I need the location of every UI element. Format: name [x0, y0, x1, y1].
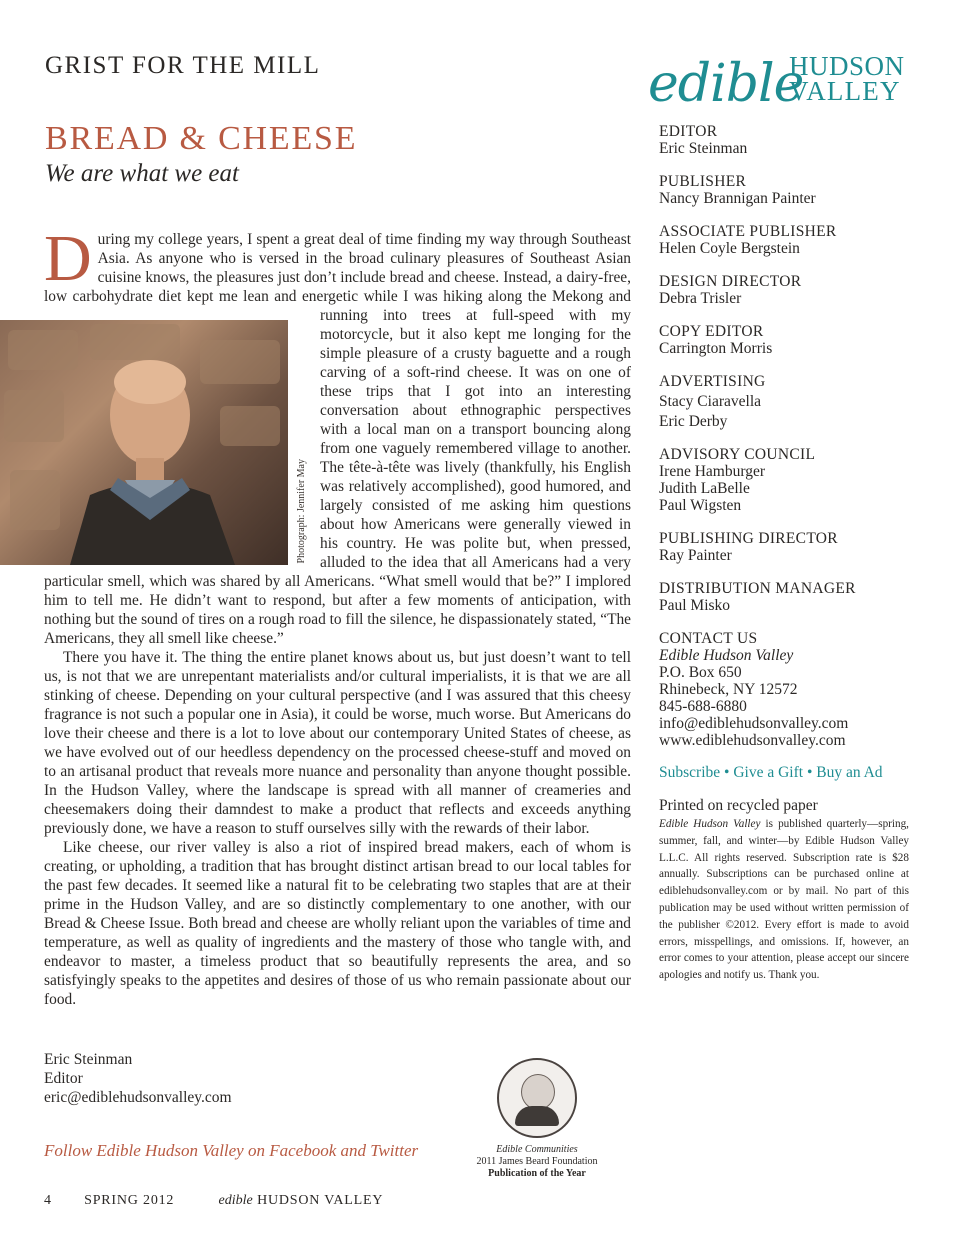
issue-season: SPRING 2012	[84, 1193, 175, 1208]
publication-fine-print	[659, 816, 909, 984]
portrait-illustration	[0, 320, 288, 565]
photo-credit: Photograph: Jennifer May	[296, 458, 307, 563]
council-name-1: Irene Hamburger	[659, 463, 766, 480]
distribution-manager-name: Paul Misko	[659, 597, 731, 614]
fine-print-body: is published quarterly—spring, summer, fall, and winter—by Edible Hudson Valley L.L.C. All rights reserved. Subscription rate is $28 annually. Subscriptions can be purchased online at ediblehudsonvalley.com or by mail. No part of this publication may be used without written permission of the publisher ©2012. Every effort is made to avoid errors, misspellings, and omissions. If, however, an error comes to your attention, please accept our sincere apologies and notify us. Thank you.	[659, 818, 909, 982]
subscribe-link[interactable]: Subscribe	[659, 764, 721, 781]
link-separator-1: •	[720, 764, 734, 781]
editor-name: Eric Steinman	[659, 140, 748, 157]
paragraph-1	[44, 222, 631, 648]
photo-block	[0, 320, 308, 565]
council-name-3: Paul Wigsten	[659, 497, 742, 514]
footer-brand-script: edible	[218, 1193, 253, 1208]
article-title: BREAD & CHEESE	[45, 120, 358, 157]
james-beard-seal-icon	[497, 1058, 577, 1138]
paragraph-2: There you have it. The thing the entire planet knows about us, but just doesn’t want to tell us, is not that we are unrepentant materialists and/or cultural imperialists, it is that we are all stinking of cheese. Depending on your cultural perspective (and I was assured that this cheesy fragrance is not such a popular one in Asia), it could be worse, much worse. But Americans do love their cheese and there is a lot to love about our contemporary United States of cheese, as we have evolved out of our heedless dependency on the processed cheese-stuff and moved on to an artisanal product that reveals more nuance and personality than anyone thought possible. In the Hudson Valley, where the landscape is spread with all manner of creameries and cheesemakers doing their damndest to make a product that reflects and exceeds anything previously done, we have a reason to stuff ourselves silly with the rewards of their labor.	[44, 649, 631, 837]
masthead	[659, 123, 909, 984]
article-subtitle: We are what we eat	[45, 160, 239, 187]
article-body	[44, 222, 631, 1009]
contact-label: CONTACT US	[659, 630, 758, 647]
paragraph-1-lead: uring my college years, I spent a great deal of time finding my way through Southeast Asia. As anyone who is versed in the broad culinary pleasures of Southeast Asian cuisine knows, the pleasures just don’t include bread and cheese. Instead, a dairy-free, low carbohydrate diet kept me lean and energetic while I was hiking along the Mekong and running	[44, 231, 631, 324]
signature-email[interactable]: eric@ediblehudsonvalley.com	[44, 1089, 232, 1106]
paragraph-1-rest: into trees at full-speed with my motorcycle, but it also kept me longing for the simple pleasure of a crusty baguette and a rough carving of a soft-rind cheese. It was on one of these trips that I got into an interesting conversation about ethnographic perspectives with a local man on a transport bouncing along from one vaguely remembered village to another. The tête-à-tête was lively (thankfully, his English was relatively accomplished), good humored, and largely consisted of me asking him questions about how Americans were generally viewed in his country. He was polite but, when pressed, alluded to the idea that all Americans had a very particular smell, which was shared by all Americans. “What smell would that be?” I implored him to tell me. He didn’t want to respond, but after a few moments of anticipation, with nothing but the sound of tires on a rough road to fill the silence, he dispassionately stated, “The Americans, they all smell like cheese.”	[44, 307, 631, 647]
advertising-name-1: Stacy Ciaravella	[659, 393, 761, 410]
contact-city: Rhinebeck, NY 12572	[659, 681, 798, 698]
signature-name: Eric Steinman	[44, 1051, 133, 1068]
design-director-label: DESIGN DIRECTOR	[659, 273, 802, 290]
copy-editor-name: Carrington Morris	[659, 340, 773, 357]
publishing-director-name: Ray Painter	[659, 547, 732, 564]
logo-line-2: VALLEY	[789, 76, 901, 106]
associate-publisher-name: Helen Coyle Bergstein	[659, 240, 800, 257]
award-line-1: Edible Communities	[496, 1144, 578, 1155]
fine-print-title: Edible Hudson Valley	[659, 818, 761, 830]
advertising-label: ADVERTISING	[659, 373, 766, 390]
award-line-3: Publication of the Year	[488, 1168, 586, 1179]
contact-email[interactable]: info@ediblehudsonvalley.com	[659, 715, 849, 732]
editor-photo	[0, 320, 288, 565]
distribution-manager-label: DISTRIBUTION MANAGER	[659, 580, 856, 597]
page-footer	[44, 1193, 383, 1209]
logo-line-1: HUDSON	[789, 51, 905, 81]
advisory-council-label: ADVISORY COUNCIL	[659, 446, 816, 463]
editor-label: EDITOR	[659, 123, 718, 140]
associate-publisher-label: ASSOCIATE PUBLISHER	[659, 223, 837, 240]
edible-hudson-valley-logo	[648, 52, 906, 112]
logo-script: edible	[648, 54, 804, 114]
advertising-name-2: Eric Derby	[659, 413, 728, 430]
drop-cap: D	[44, 222, 92, 295]
link-separator-2: •	[803, 764, 817, 781]
social-follow-line[interactable]: Follow Edible Hudson Valley on Facebook and Twitter	[44, 1141, 419, 1160]
publisher-name: Nancy Brannigan Painter	[659, 190, 816, 207]
printed-note: Printed on recycled paper	[659, 797, 818, 814]
buy-ad-link[interactable]: Buy an Ad	[816, 764, 883, 781]
contact-publication: Edible Hudson Valley	[659, 647, 794, 664]
contact-website[interactable]: www.ediblehudsonvalley.com	[659, 732, 846, 749]
give-gift-link[interactable]: Give a Gift	[733, 764, 804, 781]
award-line-2: 2011 James Beard Foundation	[476, 1156, 598, 1167]
footer-brand: HUDSON VALLEY	[257, 1193, 384, 1208]
copy-editor-label: COPY EDITOR	[659, 323, 764, 340]
action-links	[659, 764, 909, 781]
council-name-2: Judith LaBelle	[659, 480, 750, 497]
publishing-director-label: PUBLISHING DIRECTOR	[659, 530, 838, 547]
award-block	[470, 1058, 604, 1180]
contact-po-box: P.O. Box 650	[659, 664, 742, 681]
design-director-name: Debra Trisler	[659, 290, 742, 307]
signature-role: Editor	[44, 1070, 83, 1087]
paragraph-3: Like cheese, our river valley is also a riot of inspired bread makers, each of whom is creating, or upholding, a tradition that has brought distinct artisan bread to our local tables for the past few decades. It seemed like a natural fit to be celebrating two staples that are at their prime in the Hudson Valley, and are so distinctly complementary to one another, with our Bread & Cheese Issue. Both bread and cheese are wholly reliant upon the variables of time and temperature, as well as quality of ingredients and the mastery of those who tangle with, and endeavor to master, a timeless product that so beautifully represents the area, and so satisfyingly speaks to the appetites and desires of those of us who remain passionate about our food.	[44, 839, 631, 1008]
publisher-label: PUBLISHER	[659, 173, 747, 190]
contact-phone: 845-688-6880	[659, 698, 747, 715]
signature-block	[44, 1050, 232, 1107]
page-number: 4	[44, 1193, 52, 1208]
section-heading: GRIST FOR THE MILL	[45, 52, 321, 79]
